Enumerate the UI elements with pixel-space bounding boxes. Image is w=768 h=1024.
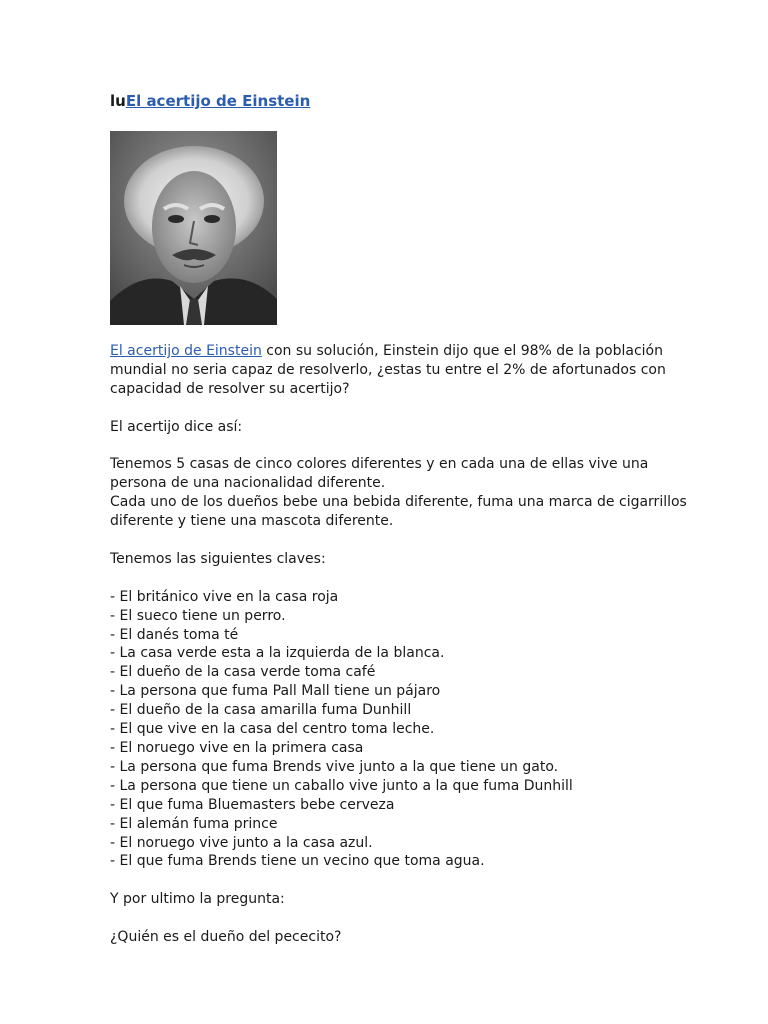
clue-item: - La persona que tiene un caballo vive junto a la que fuma Dunhill <box>110 777 573 794</box>
clue-item: - El dueño de la casa verde toma café <box>110 664 376 681</box>
clues-heading: Tenemos las siguientes claves: <box>110 550 326 567</box>
clue-item: - El que vive en la casa del centro toma leche. <box>110 721 435 738</box>
einstein-portrait-icon <box>110 131 277 325</box>
article-body <box>110 342 690 947</box>
clue-item: - El noruego vive junto a la casa azul. <box>110 834 373 851</box>
intro-text: con su solución, Einstein dijo que el 98% de la población mundial no seria capaz de resolverlo, ¿estas tu entre el 2% de afortunados con capacidad de resolver su acertijo? <box>110 343 666 397</box>
clue-item: - El que fuma Brends tiene un vecino que toma agua. <box>110 853 485 870</box>
clue-item: - El sueco tiene un perro. <box>110 607 286 624</box>
intro-paragraph <box>110 342 690 399</box>
title-link[interactable]: El acertijo de Einstein <box>125 92 311 110</box>
clue-item: - La persona que fuma Pall Mall tiene un pájaro <box>110 683 441 700</box>
clue-item: - El británico vive en la casa roja <box>110 588 339 605</box>
clue-item: - El noruego vive en la primera casa <box>110 739 364 756</box>
setup-line-2: Cada uno de los dueños bebe una bebida diferente, fuma una marca de cigarrillos diferente y tiene una mascota diferente. <box>110 494 687 530</box>
final-question: ¿Quién es el dueño del pececito? <box>110 929 342 945</box>
clue-item: - La casa verde esta a la izquierda de la blanca. <box>110 645 445 662</box>
clue-item: - La persona que fuma Brends vive junto a la que tiene un gato. <box>110 758 559 775</box>
clue-item: - El que fuma Bluemasters bebe cerveza <box>110 796 395 813</box>
final-intro: Y por ultimo la pregunta: <box>110 891 285 908</box>
clue-item: - El dueño de la casa amarilla fuma Dunhill <box>110 702 412 719</box>
clue-item: - El danés toma té <box>110 626 239 643</box>
title-prefix: lu <box>110 92 126 110</box>
setup-line-1: Tenemos 5 casas de cinco colores diferentes y en cada una de ellas vive una persona de una nacionalidad diferente. <box>110 456 649 492</box>
page-title <box>110 92 310 110</box>
clues-list <box>110 588 690 872</box>
riddle-intro: El acertijo dice así: <box>110 418 243 435</box>
clue-item: - El alemán fuma prince <box>110 815 278 832</box>
intro-link[interactable]: El acertijo de Einstein <box>110 343 262 359</box>
